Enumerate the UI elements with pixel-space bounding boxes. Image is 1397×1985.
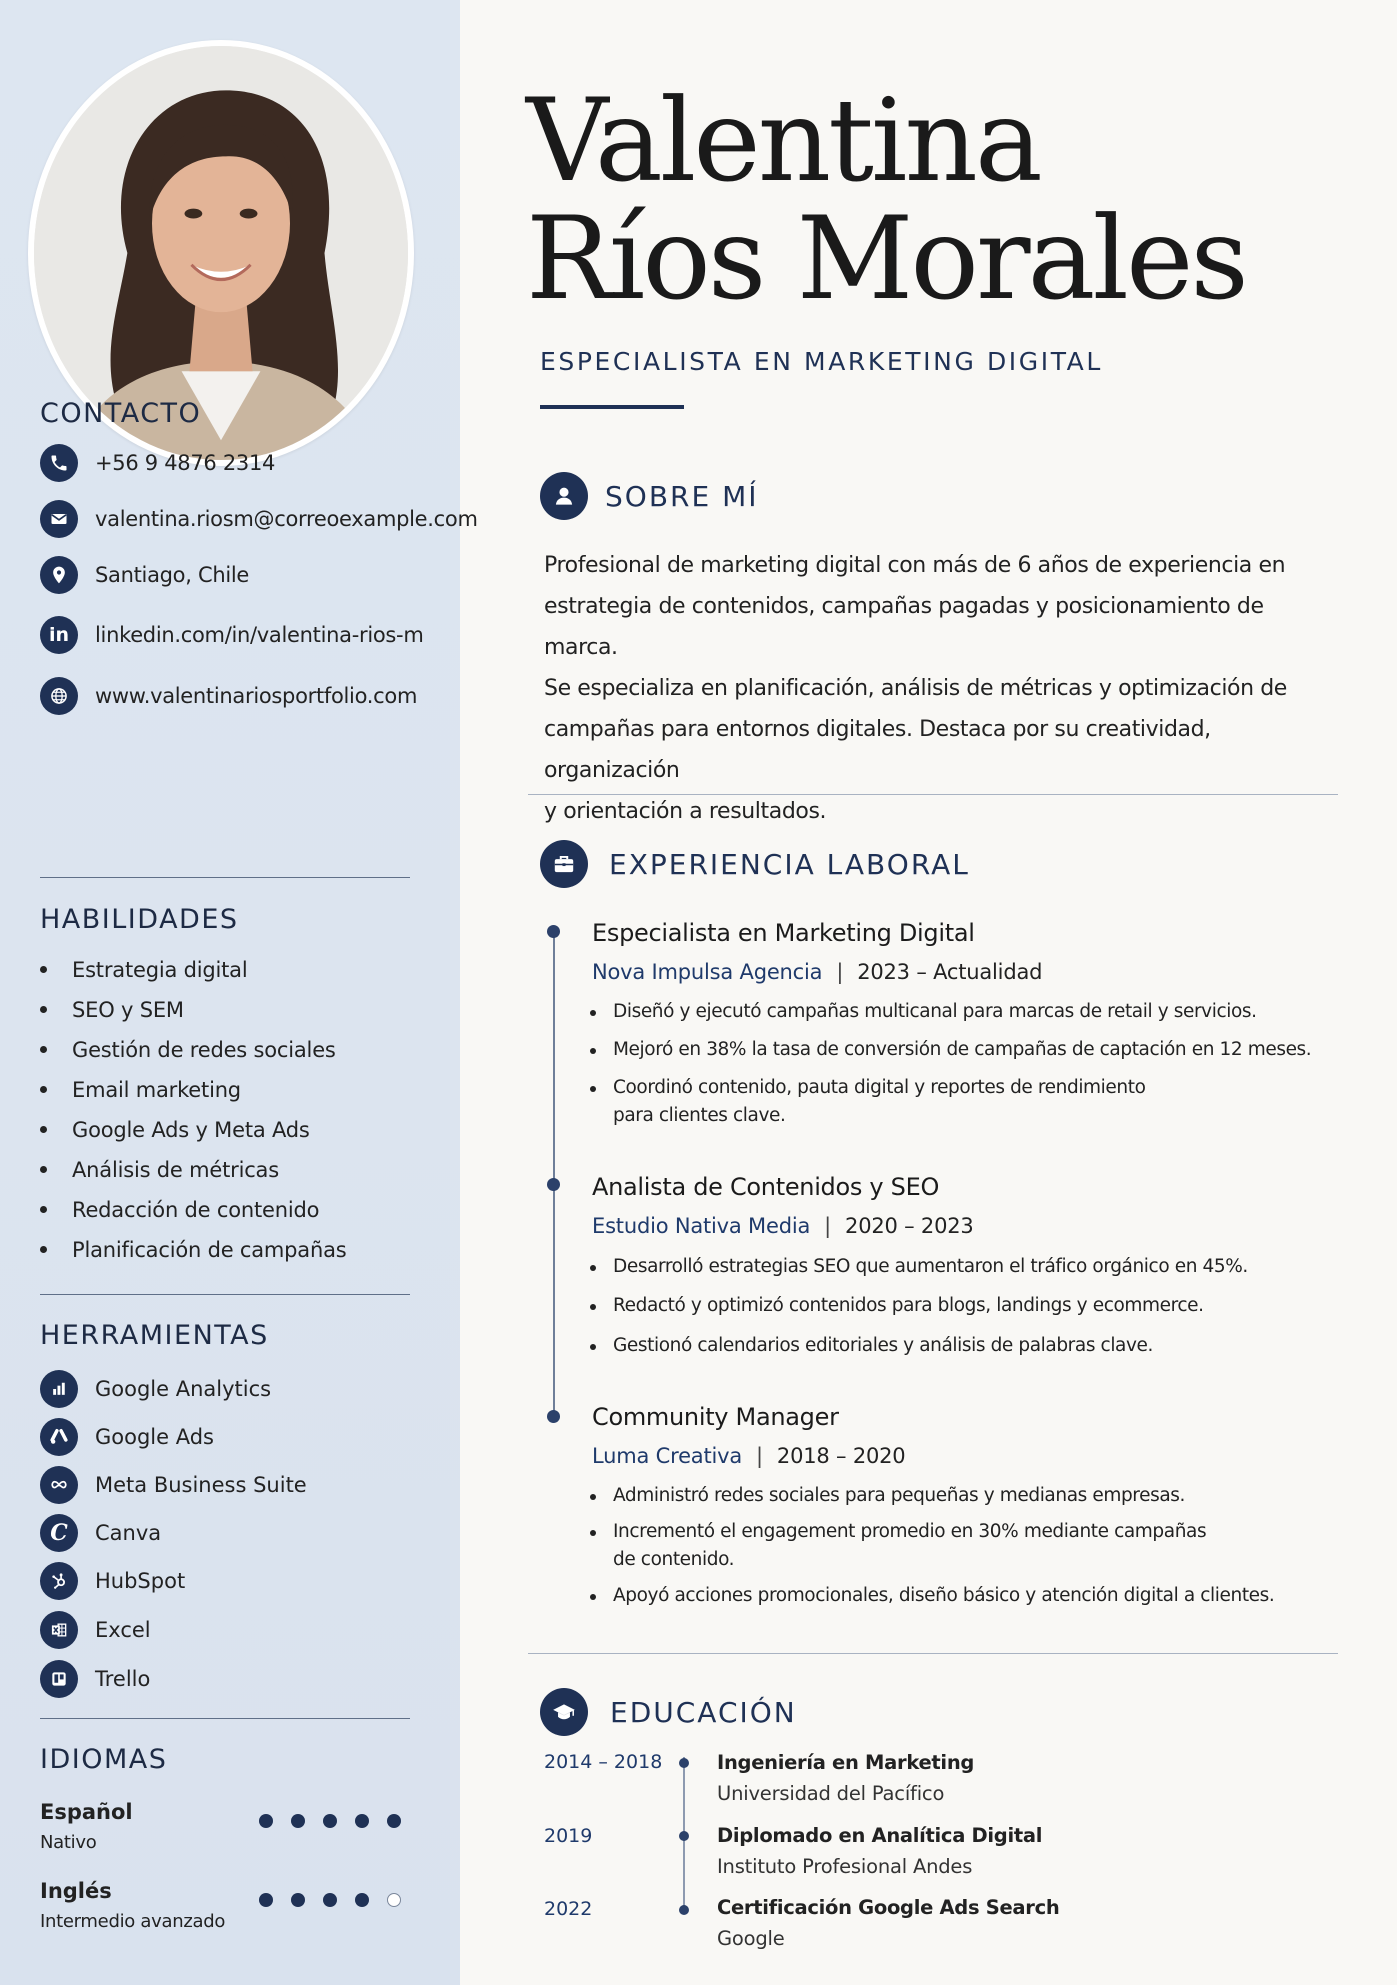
linkedin-icon: in — [40, 616, 78, 654]
job-bullet: Incrementó el engagement promedio en 30% mediante campañas de contenido. — [590, 1518, 1330, 1574]
timeline-dot — [547, 1178, 560, 1191]
languages-heading: IDIOMAS — [40, 1744, 168, 1775]
tool-label: Meta Business Suite — [95, 1473, 307, 1497]
education-heading: EDUCACIÓN — [610, 1696, 797, 1729]
language-level: Intermedio avanzado — [40, 1911, 226, 1932]
excel-icon — [40, 1611, 78, 1649]
timeline-line — [553, 931, 555, 1417]
phone-text[interactable]: +56 9 4876 2314 — [95, 451, 276, 475]
job-bullet: Redactó y optimizó contenidos para blogs, landings y ecommerce. — [590, 1292, 1330, 1320]
divider — [40, 1294, 410, 1295]
tool-label: Excel — [95, 1618, 151, 1642]
user-icon — [540, 472, 588, 520]
job-separator: | — [824, 1214, 832, 1238]
about-line: Profesional de marketing digital con más de 6 años de experiencia en — [544, 553, 1286, 578]
contact-phone — [40, 444, 275, 482]
job-period: 2020 – 2023 — [845, 1214, 974, 1238]
first-name: Valentina — [526, 74, 1040, 207]
sidebar — [0, 0, 478, 1985]
tool-item — [40, 1466, 307, 1504]
tool-item — [40, 1660, 150, 1698]
tool-item — [40, 1418, 214, 1456]
job-period: 2023 – Actualidad — [857, 960, 1043, 984]
language-name: Inglés — [40, 1879, 112, 1903]
rating-dot-filled — [291, 1814, 305, 1828]
job-role: Especialista en Marketing Digital — [592, 919, 975, 947]
last-name: Ríos Morales — [526, 192, 1246, 325]
timeline-dot — [547, 925, 560, 938]
job-meta — [592, 960, 1042, 984]
job-bullet: Mejoró en 38% la tasa de conversión de campañas de captación en 12 meses. — [590, 1036, 1330, 1064]
job-meta — [592, 1444, 905, 1468]
website-text[interactable]: www.valentinariosportfolio.com — [95, 684, 418, 708]
about-heading: SOBRE MÍ — [605, 480, 759, 513]
job-bullet: Apoyó acciones promocionales, diseño básico y atención digital a clientes. — [590, 1582, 1330, 1610]
rating-dot-filled — [291, 1893, 305, 1907]
canva-icon: C — [40, 1514, 78, 1552]
divider — [40, 877, 410, 878]
contact-website — [40, 677, 417, 715]
tool-label: Trello — [95, 1667, 151, 1691]
mail-icon — [40, 500, 78, 538]
about-line: estrategia de contenidos, campañas pagadas y posicionamiento de marca. — [544, 594, 1264, 660]
language-rating — [259, 1814, 401, 1828]
contact-linkedin — [40, 616, 423, 654]
skill-item: Gestión de redes sociales — [40, 1038, 336, 1062]
tool-label: HubSpot — [95, 1569, 186, 1593]
rating-dot-filled — [355, 1893, 369, 1907]
timeline-dot — [679, 1831, 689, 1841]
rating-dot-filled — [323, 1814, 337, 1828]
experience-heading: EXPERIENCIA LABORAL — [609, 848, 970, 881]
tool-label: Canva — [95, 1521, 162, 1545]
about-line: y orientación a resultados. — [544, 799, 827, 824]
timeline-dot — [547, 1410, 560, 1423]
tool-label: Google Ads — [95, 1425, 214, 1449]
graduation-cap-icon — [540, 1688, 588, 1736]
location-text: Santiago, Chile — [95, 563, 250, 587]
location-pin-icon — [40, 556, 78, 594]
education-institution: Google — [717, 1927, 785, 1950]
education-years: 2014 – 2018 — [544, 1751, 663, 1773]
divider — [528, 1653, 1338, 1654]
job-company: Luma Creativa — [592, 1444, 743, 1468]
skill-item: Planificación de campañas — [40, 1238, 346, 1262]
education-degree: Ingeniería en Marketing — [717, 1751, 975, 1774]
about-line: Se especializa en planificación, análisis de métricas y optimización de — [544, 676, 1287, 701]
job-bullet: Coordinó contenido, pauta digital y reportes de rendimiento para clientes clave. — [590, 1074, 1330, 1130]
language-rating — [259, 1893, 401, 1907]
job-role: Community Manager — [592, 1403, 839, 1431]
google-ads-icon — [40, 1418, 78, 1456]
rating-dot-filled — [259, 1814, 273, 1828]
briefcase-icon — [540, 840, 588, 888]
timeline-dot — [679, 1758, 689, 1768]
rating-dot-filled — [387, 1814, 401, 1828]
meta-infinity-icon — [40, 1466, 78, 1504]
about-line: campañas para entornos digitales. Destaca por su creatividad, organización — [544, 717, 1211, 783]
education-institution: Universidad del Pacífico — [717, 1782, 945, 1805]
education-institution: Instituto Profesional Andes — [717, 1855, 973, 1878]
linkedin-text[interactable]: linkedin.com/in/valentina-rios-m — [95, 623, 424, 647]
job-period: 2018 – 2020 — [776, 1444, 906, 1468]
education-years: 2019 — [544, 1825, 593, 1847]
language-level: Nativo — [40, 1832, 97, 1853]
skill-item: Análisis de métricas — [40, 1158, 279, 1182]
tool-item — [40, 1514, 161, 1552]
skill-item: Estrategia digital — [40, 958, 247, 982]
timeline-dot — [679, 1905, 689, 1915]
rating-dot-filled — [355, 1814, 369, 1828]
job-separator: | — [756, 1444, 763, 1468]
divider — [528, 794, 1338, 795]
education-degree: Diplomado en Analítica Digital — [717, 1824, 1043, 1847]
tool-item — [40, 1611, 151, 1649]
rating-dot-filled — [259, 1893, 273, 1907]
skill-item: Email marketing — [40, 1078, 241, 1102]
job-title: ESPECIALISTA EN MARKETING DIGITAL — [540, 347, 1103, 376]
job-separator: | — [836, 960, 844, 984]
skill-item: Google Ads y Meta Ads — [40, 1118, 310, 1142]
skill-item: Redacción de contenido — [40, 1198, 319, 1222]
bar-chart-icon — [40, 1370, 78, 1408]
hubspot-icon — [40, 1562, 78, 1600]
tool-item — [40, 1562, 185, 1600]
education-degree: Certificación Google Ads Search — [717, 1896, 1060, 1919]
title-accent-bar — [540, 405, 684, 409]
full-name — [526, 74, 1246, 325]
email-text[interactable]: valentina.riosm@correoexample.com — [95, 507, 478, 531]
divider — [40, 1718, 410, 1719]
phone-icon — [40, 444, 78, 482]
job-meta — [592, 1214, 974, 1238]
job-company: Nova Impulsa Agencia — [592, 960, 823, 984]
globe-icon — [40, 677, 78, 715]
skills-heading: HABILIDADES — [40, 904, 239, 935]
tool-label: Google Analytics — [95, 1377, 272, 1401]
skill-item: SEO y SEM — [40, 998, 184, 1022]
contact-heading: CONTACTO — [40, 398, 202, 429]
language-name: Español — [40, 1800, 133, 1824]
job-bullet: Desarrolló estrategias SEO que aumentaron el tráfico orgánico en 45%. — [590, 1253, 1330, 1281]
contact-location — [40, 556, 249, 594]
education-years: 2022 — [544, 1898, 593, 1920]
job-company: Estudio Nativa Media — [592, 1214, 811, 1238]
about-text — [544, 545, 1324, 832]
rating-dot-empty — [387, 1893, 401, 1907]
job-bullet: Diseñó y ejecutó campañas multicanal para marcas de retail y servicios. — [590, 998, 1330, 1026]
tool-item — [40, 1370, 271, 1408]
tools-heading: HERRAMIENTAS — [40, 1320, 269, 1351]
trello-icon — [40, 1660, 78, 1698]
job-bullet: Administró redes sociales para pequeñas y medianas empresas. — [590, 1482, 1330, 1510]
contact-email — [40, 500, 478, 538]
rating-dot-filled — [323, 1893, 337, 1907]
job-bullet: Gestionó calendarios editoriales y análisis de palabras clave. — [590, 1332, 1330, 1360]
job-role: Analista de Contenidos y SEO — [592, 1173, 940, 1201]
